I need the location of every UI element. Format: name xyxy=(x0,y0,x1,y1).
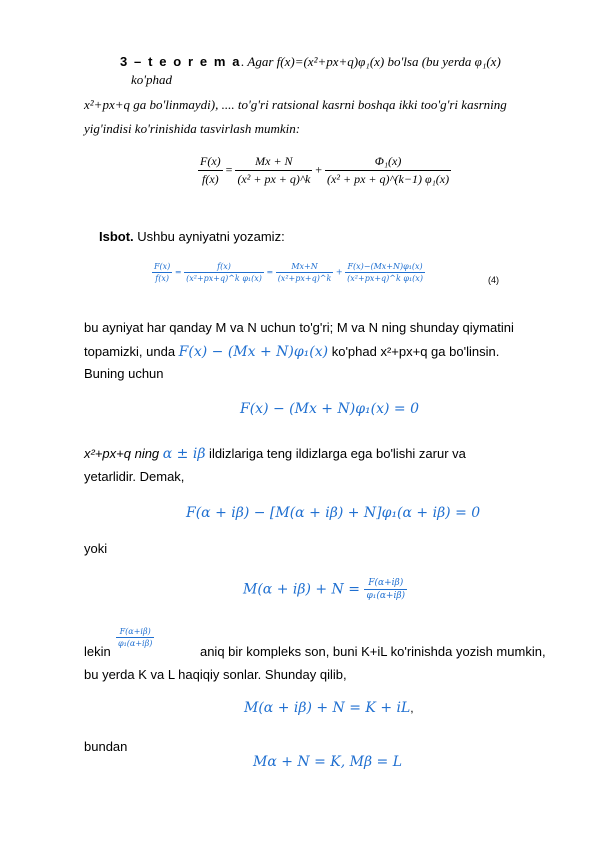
para2-line2-b: ko'phad x²+px+q ga bo'linsin. xyxy=(328,344,500,359)
formula1-lhs-num: F(x) xyxy=(198,154,223,171)
formula-eq1: F(x) − (Mx + N)φ₁(x) = 0 xyxy=(240,401,419,417)
para3-line1-b: ildizlariga teng ildizlarga ega bo'lishi zarur va xyxy=(205,446,466,461)
para4-line1-b: aniq bir kompleks son, buni K+iL ko'rinishda yozish mumkin, xyxy=(196,644,546,659)
formula-eq3-den: φ₁(α+iβ) xyxy=(366,591,406,601)
para4-line2: bu yerda K va L haqiqiy sonlar. Shunday qilib, xyxy=(84,667,347,682)
para4-frac-num: F(α+iβ) xyxy=(116,627,154,638)
yoki-text: yoki xyxy=(84,541,108,556)
para2-line2-math: F(x) − (Mx + N)φ₁(x) xyxy=(178,344,329,360)
proof-text: Ushbu ayniyatni yozamiz: xyxy=(133,229,285,244)
formula1-term1 xyxy=(235,154,312,187)
formula1-term1-den: (x² + px + q)^k xyxy=(237,172,311,186)
formula-eq4-wrap xyxy=(244,699,414,717)
formula1-lhs xyxy=(198,154,223,187)
formula4-term2 xyxy=(276,262,334,283)
para4-frac-den: φ₁(α+iβ) xyxy=(118,639,153,648)
formula1-lhs-den: f(x) xyxy=(202,172,219,186)
formula-eq5: Mα + N = K, Mβ = L xyxy=(253,754,403,770)
formula4-term3-num: F(x)−(Mx+N)φ₁(x) xyxy=(345,262,425,273)
theorem-statement-line1: . Agar f(x)=(x²+px+q)φ₁(x) bo'lsa (bu yerda φ₁(x) xyxy=(241,54,501,69)
formula1-term1-num: Mx + N xyxy=(235,154,312,171)
formula-eq4-comma: , xyxy=(410,701,414,715)
para2-line3: Buning uchun xyxy=(84,366,164,381)
para3-line1 xyxy=(84,446,466,462)
theorem-heading: 3 – t e o r e m a xyxy=(120,54,242,69)
proof-label: Isbot. xyxy=(99,229,134,244)
formula1-term2 xyxy=(325,154,451,187)
formula4-term1 xyxy=(184,262,264,283)
formula4-term3 xyxy=(345,262,425,283)
para3-line1-a: x²+px+q ning xyxy=(84,446,163,461)
theorem-statement-line2: ko'phad xyxy=(131,72,173,87)
para3-line2: yetarlidir. Demak, xyxy=(84,469,185,484)
formula4-lhs-den: f(x) xyxy=(155,274,170,283)
proof-intro xyxy=(99,229,285,245)
formula1-term2-den: (x² + px + q)^(k−1) φ₁(x) xyxy=(327,172,450,186)
para4-line1-a: lekin xyxy=(84,644,115,659)
formula4-lhs xyxy=(152,262,172,283)
formula-identity-4: $\frac{F(x)}{f(x)}$ = $\frac{f(x)}{\text{(x²+px+q)\textasciicircum{}k φ₁(x)}}$ = $\frac{Mx+N}{\text{(x²+px+q)\textasciicircum{}k}}$ + $\frac{\text{F(x)−(Mx+N)φ₁(x)}}{\text{(x²+px+q)\textasciicircum{}k φ₁(x)}}$ xyxy=(154,262,423,283)
formula-eq3 xyxy=(243,578,407,601)
formula-eq3-num: F(α+iβ) xyxy=(364,578,407,590)
formula4-term1-num: f(x) xyxy=(184,262,264,273)
formula-eq3-lhs: M(α + iβ) + N = xyxy=(243,581,360,598)
formula-eq2: F(α + iβ) − [M(α + iβ) + N]φ₁(α + iβ) = 0 xyxy=(186,505,481,521)
formula-decomposition xyxy=(198,154,451,187)
para4-line1 xyxy=(84,644,546,660)
formula4-term3-den: (x²+px+q)^k φ₁(x) xyxy=(347,274,423,283)
formula1-equals: = xyxy=(225,162,233,177)
para2-line2 xyxy=(84,344,499,360)
formula4-term1-den: (x²+px+q)^k φ₁(x) xyxy=(186,274,262,283)
formula4-term2-den: (x²+px+q)^k xyxy=(277,274,332,283)
bundan-text: bundan xyxy=(84,739,128,754)
para2-line2-a: topamizki, unda xyxy=(84,344,179,359)
formula-eq3-frac xyxy=(364,578,407,601)
theorem-statement xyxy=(120,54,501,70)
theorem-statement-line4: yig'indisi ko'rinishida tasvirlash mumkin: xyxy=(84,121,301,136)
formula1-plus: + xyxy=(315,162,323,177)
formula-eq4: M(α + iβ) + N = K + iL xyxy=(244,700,411,716)
para2-line1: bu ayniyat har qanday M va N uchun to'g'ri; M va N ning shunday qiymatini xyxy=(84,320,514,335)
formula4-term2-num: Mx+N xyxy=(276,262,334,273)
equation-number-4: (4) xyxy=(488,275,499,285)
theorem-statement-line3: x²+px+q ga bo'linmaydi), .... to'g'ri ratsional kasrni boshqa ikki too'g'ri kasrning xyxy=(84,97,507,112)
formula4-lhs-num: F(x) xyxy=(154,262,171,271)
para3-line1-math: α ± iβ xyxy=(162,446,206,462)
formula1-term2-num: Φ₁(x) xyxy=(325,154,451,171)
